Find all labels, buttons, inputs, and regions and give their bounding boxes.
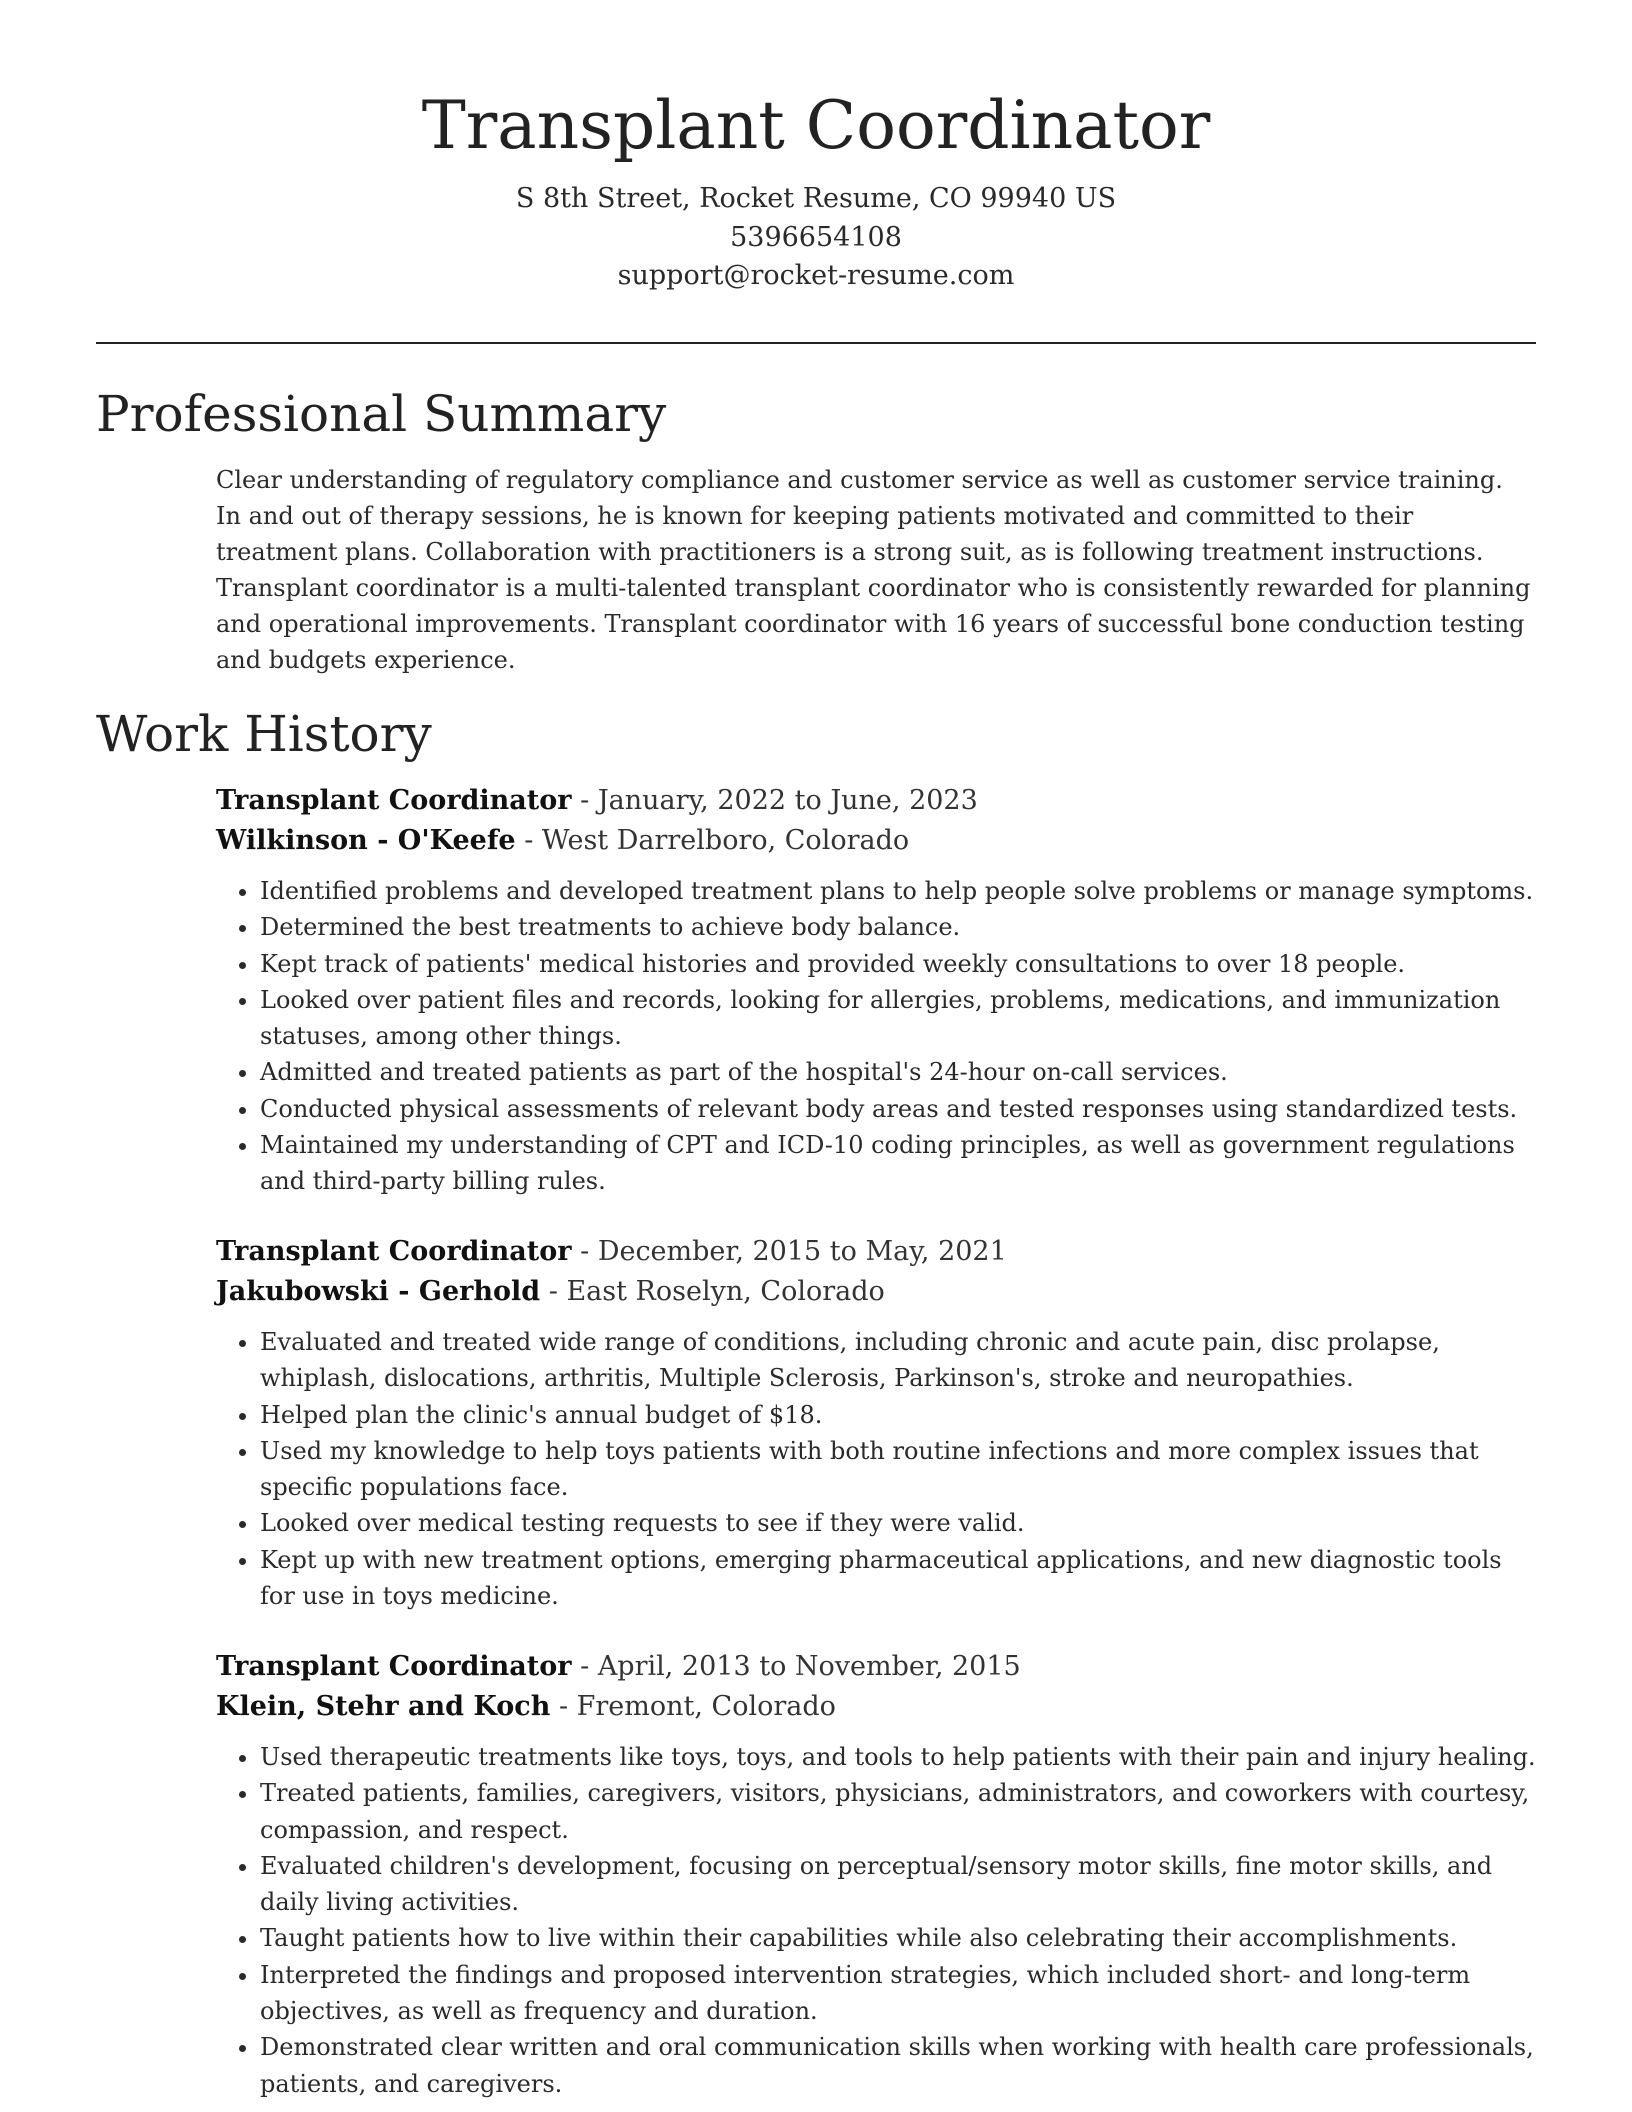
job-dates: April, 2013 to November, 2015 <box>597 1651 1021 1682</box>
job-company-line <box>216 821 1536 861</box>
job-bullets <box>216 873 1536 1200</box>
job-bullet: • Looked over patient files and records, looking for allergies, problems, medications, and immunization statuses, among other things. <box>260 982 1536 1055</box>
job-entry <box>216 1647 1536 2102</box>
work-history-heading: Work History <box>96 705 432 763</box>
job-bullet: • Used my knowledge to help toys patients with both routine infections and more complex issues that specific populations face. <box>260 1433 1536 1506</box>
job-bullets <box>216 1324 1536 1614</box>
job-bullets <box>216 1739 1536 2102</box>
job-bullet: • Taught patients how to live within their capabilities while also celebrating their accomplishments. <box>260 1920 1536 1956</box>
candidate-name: Transplant Coordinator <box>421 87 1211 164</box>
resume-header <box>96 80 1536 296</box>
job-bullet: • Evaluated and treated wide range of conditions, including chronic and acute pain, disc prolapse, whiplash, dislocations, arthritis, Multiple Sclerosis, Parkinson's, stroke and neuropathies. <box>260 1324 1536 1397</box>
job-bullet: • Conducted physical assessments of relevant body areas and tested responses using standardized tests. <box>260 1091 1536 1127</box>
job-bullet: • Demonstrated clear written and oral communication skills when working with health care professionals, patients, and caregivers. <box>260 2029 1536 2102</box>
job-company: Wilkinson - O'Keefe <box>216 825 516 856</box>
job-bullet: • Maintained my understanding of CPT and ICD-10 coding principles, as well as government regulations and third-party billing rules. <box>260 1127 1536 1200</box>
job-bullet: • Helped plan the clinic's annual budget of $18. <box>260 1397 1536 1433</box>
job-bullet: • Treated patients, families, caregivers, visitors, physicians, administrators, and coworkers with courtesy, compassion, and respect. <box>260 1775 1536 1848</box>
contact-info <box>96 180 1536 296</box>
job-entry <box>216 781 1536 1200</box>
job-separator: - <box>571 1651 598 1682</box>
job-bullet: • Evaluated children's development, focusing on perceptual/sensory motor skills, fine motor skills, and daily living activities. <box>260 1848 1536 1921</box>
job-title-line <box>216 1647 1536 1687</box>
job-location: West Darrelboro, Colorado <box>541 825 910 856</box>
job-title-line <box>216 781 1536 821</box>
job-separator: - <box>540 1276 567 1307</box>
job-company-line <box>216 1272 1536 1312</box>
job-bullet: • Kept track of patients' medical histories and provided weekly consultations to over 18 people. <box>260 946 1536 982</box>
header-divider <box>96 342 1536 344</box>
job-bullet: • Kept up with new treatment options, emerging pharmaceutical applications, and new diagnostic tools for use in toys medicine. <box>260 1542 1536 1615</box>
job-separator: - <box>571 1236 598 1267</box>
contact-address: S 8th Street, Rocket Resume, CO 99940 US <box>515 183 1117 214</box>
job-separator: - <box>550 1691 577 1722</box>
job-company: Jakubowski - Gerhold <box>216 1276 541 1307</box>
job-dates: January, 2022 to June, 2023 <box>597 785 978 816</box>
contact-email[interactable]: support@rocket-resume.com <box>617 260 1015 291</box>
job-location: East Roselyn, Colorado <box>566 1276 885 1307</box>
job-title-line <box>216 1232 1536 1272</box>
summary-heading: Professional Summary <box>96 385 667 443</box>
contact-phone: 5396654108 <box>730 221 902 253</box>
job-bullet: • Interpreted the findings and proposed intervention strategies, which included short- and long-term objectives, as well as frequency and duration. <box>260 1957 1536 2030</box>
job-role: Transplant Coordinator <box>216 785 572 816</box>
job-role: Transplant Coordinator <box>216 1236 572 1267</box>
job-bullet: • Used therapeutic treatments like toys, toys, and tools to help patients with their pain and injury healing. <box>260 1739 1536 1775</box>
job-entry <box>216 1232 1536 1614</box>
job-bullet: • Identified problems and developed treatment plans to help people solve problems or manage symptoms. <box>260 873 1536 909</box>
job-company: Klein, Stehr and Koch <box>216 1691 551 1722</box>
job-bullet: • Determined the best treatments to achieve body balance. <box>260 909 1536 945</box>
job-bullet: • Looked over medical testing requests to see if they were valid. <box>260 1505 1536 1541</box>
job-bullet: • Admitted and treated patients as part of the hospital's 24-hour on-call services. <box>260 1054 1536 1090</box>
job-role: Transplant Coordinator <box>216 1651 572 1682</box>
summary-text: Clear understanding of regulatory compliance and customer service as well as customer service training. In and out of therapy sessions, he is known for keeping patients motivated and committed to their treatment plans. Collaboration with practitioners is a strong suit, as is following treatment instructions. Transplant coordinator is a multi-talented transplant coordinator who is consistently rewarded for planning and operational improvements. Transplant coordinator with 16 years of successful bone conduction testing and budgets experience. <box>216 466 1531 674</box>
job-location: Fremont, Colorado <box>576 1691 836 1722</box>
job-separator: - <box>515 825 542 856</box>
job-separator: - <box>571 785 598 816</box>
job-dates: December, 2015 to May, 2021 <box>597 1236 1007 1267</box>
job-company-line <box>216 1687 1536 1727</box>
